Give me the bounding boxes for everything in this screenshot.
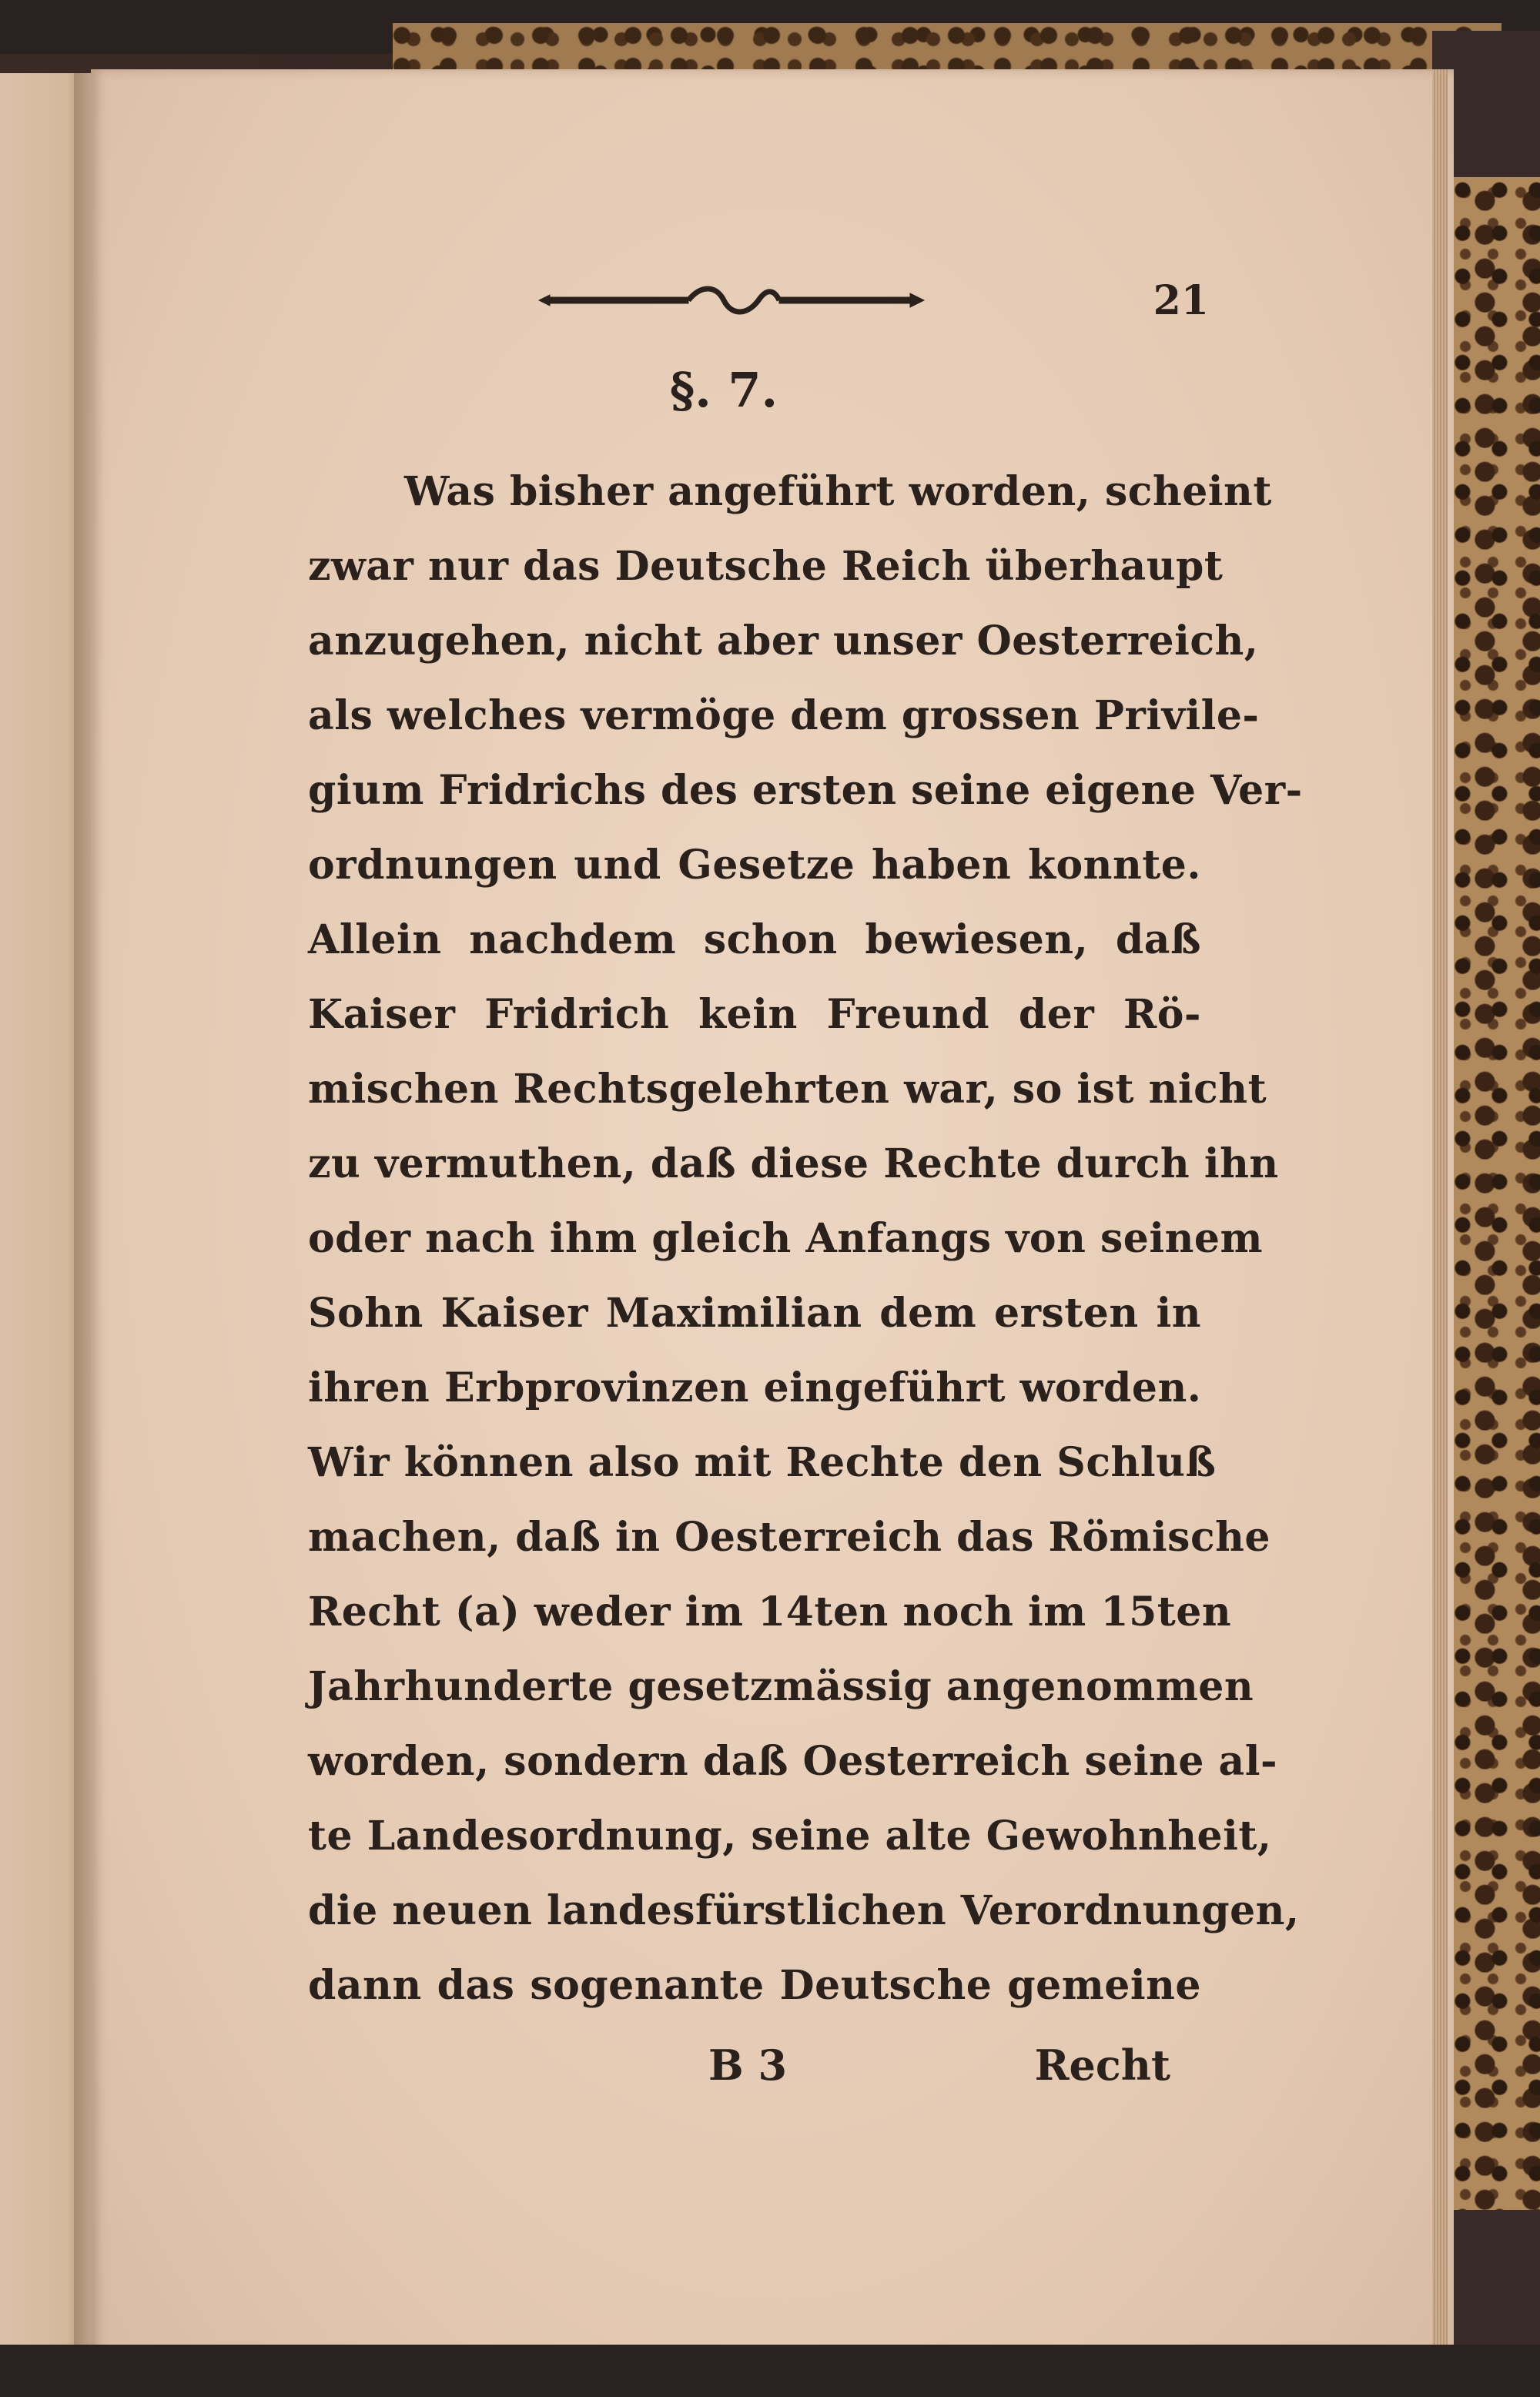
text-line: te Landesordnung, seine alte Gewohnheit, (308, 1813, 1272, 1860)
text-line: Was bisher angeführt worden, scheint (404, 468, 1272, 515)
text-line: Jahrhunderte gesetzmässig angenommen (308, 1663, 1254, 1710)
page-block-edge (1432, 69, 1448, 2356)
text-line: als welches vermöge dem grossen Privile- (308, 692, 1260, 739)
text-line: machen, daß in Oesterreich das Römische (308, 1514, 1271, 1561)
text-line: oder nach ihm gleich Anfangs von seinem (308, 1215, 1264, 1262)
left-page-edge (0, 73, 83, 2352)
text-line: Sohn Kaiser Maximilian dem ersten in (308, 1290, 1201, 1337)
text-line: Allein nachdem schon bewiesen, daß (308, 916, 1201, 963)
text-line: zwar nur das Deutsche Reich überhaupt (308, 543, 1224, 590)
page-number: 21 (1153, 277, 1209, 324)
text-line: Recht (a) weder im 14ten noch im 15ten (308, 1589, 1232, 1635)
text-line: zu vermuthen, daß diese Rechte durch ihn (308, 1140, 1279, 1187)
text-line: worden, sondern daß Oesterreich seine al- (308, 1738, 1278, 1785)
text-line: die neuen landesfürstlichen Verordnungen, (308, 1887, 1300, 1934)
text-line: mischen Rechtsgelehrten war, so ist nicht (308, 1066, 1267, 1113)
cover-bottom-edge (0, 2345, 1540, 2397)
text-line: ordnungen und Gesetze haben konnte. (308, 842, 1201, 889)
header-ornament-icon (539, 281, 924, 320)
text-line: gium Fridrichs des ersten seine eigene Ver- (308, 767, 1303, 814)
text-line: anzugehen, nicht aber unser Oesterreich, (308, 618, 1259, 665)
signature-mark: B 3 (708, 2040, 788, 2090)
text-line: Kaiser Fridrich kein Freund der Rö- (308, 991, 1201, 1038)
marbled-cover-right (1451, 177, 1540, 2210)
text-line: Wir können also mit Rechte den Schluß (308, 1439, 1217, 1486)
catchword: Recht (1034, 2040, 1170, 2090)
body-text (308, 454, 1303, 2023)
text-line: dann das sogenante Deutsche gemeine (308, 1962, 1201, 2009)
section-heading: §. 7. (669, 362, 778, 418)
text-line: ihren Erbprovinzen eingeführt worden. (308, 1364, 1202, 1411)
